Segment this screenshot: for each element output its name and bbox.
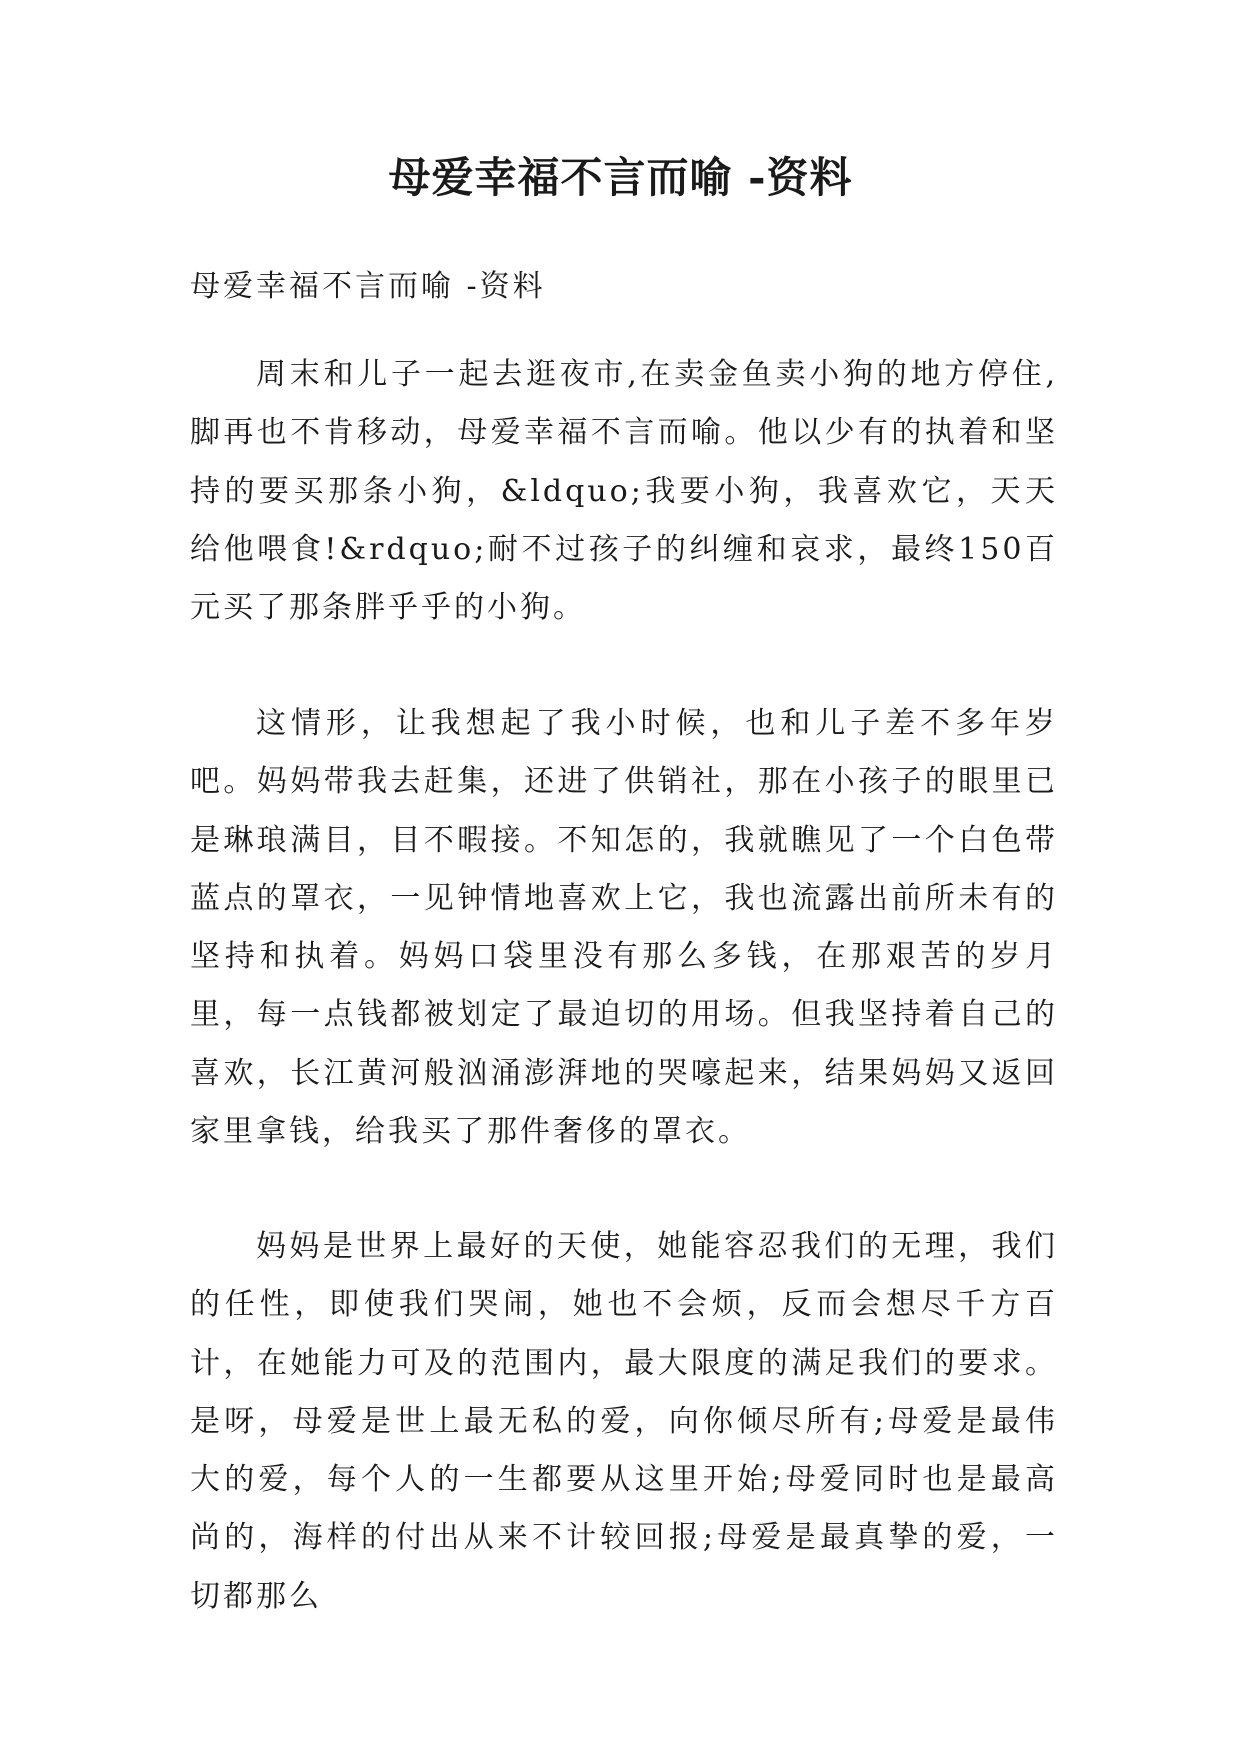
document-subtitle: 母爱幸福不言而喻 -资料 [190,269,546,304]
document-title: 母爱幸福不言而喻 -资料 [388,153,853,202]
paragraph-1: 周末和儿子一起去逛夜市,在卖金鱼卖小狗的地方停住,脚再也不肯移动，母爱幸福不言而喻。他以少有的执着和坚持的要买那条小狗，&ldquo;我要小狗，我喜欢它，天天给他喂食!&rdquo;耐不过孩子的纠缠和哀求，最终150百元买了那条胖乎乎的小狗。 [190,357,1058,626]
paragraph-2: 这情形，让我想起了我小时候，也和儿子差不多年岁吧。妈妈带我去赶集，还进了供销社，那在小孩子的眼里已是琳琅满目，目不暇接。不知怎的，我就瞧见了一个白色带蓝点的罩衣，一见钟情地喜欢上它，我也流露出前所未有的坚持和执着。妈妈口袋里没有那么多钱，在那艰苦的岁月里，每一点钱都被划定了最迫切的用场。但我坚持着自己的喜欢，长江黄河般汹涌澎湃地的哭嚎起来，结果妈妈又返回家里拿钱，给我买了那件奢侈的罩衣。 [190,706,1058,1150]
paragraph-3: 妈妈是世界上最好的天使，她能容忍我们的无理，我们的任性，即使我们哭闹，她也不会烦，反而会想尽千方百计，在她能力可及的范围内，最大限度的满足我们的要求。是呀，母爱是世上最无私的爱，向你倾尽所有;母爱是最伟大的爱，每个人的一生都要从这里开始;母爱同时也是最高尚的，海样的付出从来不计较回报;母爱是最真挚的爱，一切都那么 [190,1229,1058,1614]
